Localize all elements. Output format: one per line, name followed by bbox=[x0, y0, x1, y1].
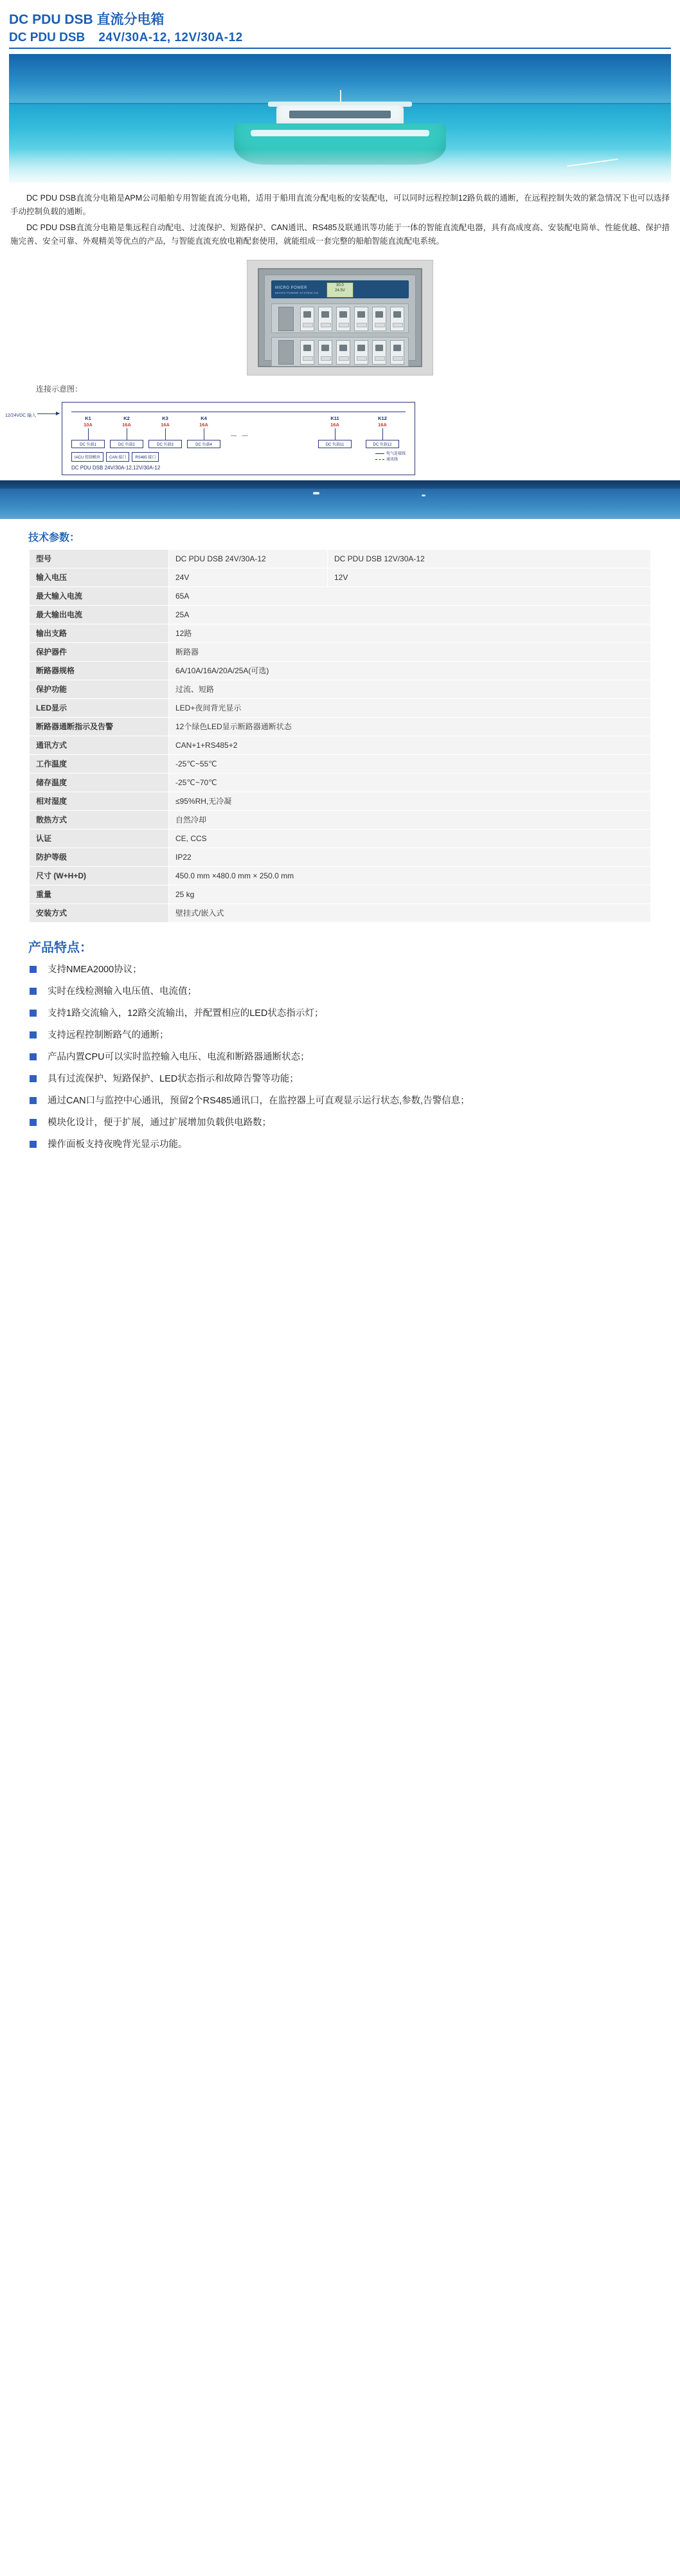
spec-label: 输入电压 bbox=[30, 568, 169, 587]
intro-section bbox=[0, 183, 680, 253]
spec-value-24v: 24V bbox=[169, 568, 328, 587]
branch-load-label: DC 负载12 bbox=[366, 440, 399, 448]
row-terminal-block bbox=[278, 340, 294, 365]
spec-label: 重量 bbox=[30, 885, 169, 904]
spec-label: 断路器通断指示及告警 bbox=[30, 718, 169, 736]
product-panel bbox=[264, 275, 416, 361]
table-row bbox=[30, 848, 651, 867]
table-row bbox=[30, 867, 651, 885]
table-row bbox=[30, 830, 651, 848]
branch-wire bbox=[382, 428, 383, 440]
table-row bbox=[30, 606, 651, 624]
branch-load-label: DC 负载1 bbox=[71, 440, 105, 448]
sea-band-boat-small bbox=[422, 494, 425, 496]
spec-label: 相对湿度 bbox=[30, 792, 169, 811]
subtitle-models: 24V/30A-12, 12V/30A-12 bbox=[98, 31, 243, 44]
breaker bbox=[318, 340, 332, 365]
diagram-branch bbox=[366, 415, 399, 448]
square-bullet-icon bbox=[30, 988, 37, 995]
branch-current: 16A bbox=[199, 422, 208, 428]
spec-label: 散热方式 bbox=[30, 811, 169, 830]
spec-value: 65A bbox=[169, 587, 651, 606]
spec-value: LED+夜间背光显示 bbox=[169, 699, 651, 718]
table-row bbox=[30, 662, 651, 680]
square-bullet-icon bbox=[30, 966, 37, 973]
diagram-input-label: 12/24VDC 输入 bbox=[5, 413, 37, 418]
spec-label: 最大输出电流 bbox=[30, 606, 169, 624]
hmi-screen-line1: 30.0 bbox=[336, 284, 344, 287]
diagram-branch bbox=[110, 415, 143, 448]
diagram-module-can: CAN 接口 bbox=[106, 452, 129, 462]
breaker bbox=[372, 307, 386, 331]
intro-paragraph-2: DC PDU DSB直流分电箱是集远程自动配电、过流保护、短路保护、CAN通讯、RS485及联通讯等功能于一体的智能直流配电器，具有高成度高、安装配电简单、性能优越、保护措施完善、安全可靠、外观精美等优点的产品，与智能直流充放电箱配套使用，就能组成一套完整的船舶智能直流配电系统。 bbox=[10, 223, 670, 246]
spec-label: 尺寸 (W+H+D) bbox=[30, 867, 169, 885]
spec-section-title: 技术参数： bbox=[28, 532, 80, 543]
spec-value: 6A/10A/16A/20A/25A(可选) bbox=[169, 662, 651, 680]
branch-current: 16A bbox=[330, 422, 339, 428]
hero-foam bbox=[9, 149, 671, 183]
spec-value: 450.0 mm ×480.0 mm × 250.0 mm bbox=[169, 867, 651, 885]
spec-value: 过流、短路 bbox=[169, 680, 651, 699]
spec-table-body bbox=[30, 550, 651, 923]
branch-breaker-id: K3 bbox=[162, 415, 168, 421]
diagram-legend bbox=[375, 451, 406, 463]
boat-mast bbox=[340, 90, 341, 102]
breaker bbox=[336, 307, 350, 331]
hero-photo bbox=[9, 54, 671, 183]
sea-band-boat bbox=[313, 492, 319, 494]
list-item bbox=[28, 1028, 654, 1043]
spec-value: CE, CCS bbox=[169, 830, 651, 848]
spec-value: 断路器 bbox=[169, 643, 651, 662]
diagram-branch bbox=[71, 415, 105, 448]
spec-label: 安装方式 bbox=[30, 904, 169, 923]
feature-text: 实时在线检测输入电压值、电流值； bbox=[48, 986, 197, 997]
spec-value: 壁挂式/嵌入式 bbox=[169, 904, 651, 923]
square-bullet-icon bbox=[30, 1031, 37, 1039]
spec-value: IP22 bbox=[169, 848, 651, 867]
breaker bbox=[390, 307, 404, 331]
spec-label: 储存温度 bbox=[30, 774, 169, 792]
feature-text: 模块化设计，便于扩展，通过扩展增加负载供电路数； bbox=[48, 1118, 271, 1128]
spec-label: 断路器规格 bbox=[30, 662, 169, 680]
square-bullet-icon bbox=[30, 1097, 37, 1104]
feature-text: 支持远程控制断路气的通断； bbox=[48, 1030, 169, 1040]
table-row bbox=[30, 904, 651, 923]
product-photo bbox=[247, 260, 433, 376]
square-bullet-icon bbox=[30, 1075, 37, 1082]
spec-table bbox=[29, 549, 651, 923]
branch-current: 16A bbox=[122, 422, 131, 428]
table-row bbox=[30, 774, 651, 792]
page-title: DC PDU DSB 直流分电箱 bbox=[9, 12, 165, 27]
sea-band-photo bbox=[0, 480, 680, 519]
feature-text: 支持NMEA2000协议； bbox=[48, 965, 142, 975]
list-item bbox=[28, 984, 654, 999]
list-item bbox=[28, 1137, 654, 1152]
branch-breaker-id: K1 bbox=[85, 415, 91, 421]
branch-breaker-id: K12 bbox=[378, 415, 387, 421]
spec-label: 保护器件 bbox=[30, 643, 169, 662]
branch-breaker-id: K11 bbox=[330, 415, 339, 421]
breaker-row-2 bbox=[271, 337, 409, 367]
spec-value: 自然冷却 bbox=[169, 811, 651, 830]
table-row bbox=[30, 568, 651, 587]
spec-value: 12路 bbox=[169, 624, 651, 643]
branch-wire bbox=[88, 428, 89, 440]
breaker bbox=[354, 307, 368, 331]
hmi-sub-label: MICRO POWER SYSTEM CO. bbox=[275, 291, 319, 295]
page-subtitle bbox=[9, 31, 671, 49]
spec-value-24v: DC PDU DSB 24V/30A-12 bbox=[169, 550, 328, 568]
square-bullet-icon bbox=[30, 1010, 37, 1017]
spec-label: 型号 bbox=[30, 550, 169, 568]
branch-load-label: DC 负载4 bbox=[187, 440, 220, 448]
breaker bbox=[336, 340, 350, 365]
diagram-module-rs485: RS485 接口 bbox=[132, 452, 159, 462]
diagram-module-iacu: IACU 控制模块 bbox=[71, 452, 103, 462]
spec-label: 工作温度 bbox=[30, 755, 169, 774]
feature-text: 具有过流保护、短路保护、LED状态指示和故障告警等功能； bbox=[48, 1074, 299, 1084]
square-bullet-icon bbox=[30, 1119, 37, 1126]
list-item bbox=[28, 1006, 654, 1021]
branch-breaker-id: K2 bbox=[123, 415, 130, 421]
list-item bbox=[28, 962, 654, 977]
breaker bbox=[372, 340, 386, 365]
hmi-screen bbox=[327, 282, 353, 298]
breaker-row-1 bbox=[271, 304, 409, 333]
spec-label: 保护功能 bbox=[30, 680, 169, 699]
spec-value: CAN+1+RS485+2 bbox=[169, 736, 651, 755]
table-row bbox=[30, 736, 651, 755]
breaker bbox=[300, 340, 314, 365]
table-row bbox=[30, 699, 651, 718]
legend-comm-line: 通讯线 bbox=[375, 457, 406, 463]
spec-value: ≤95%RH,无冷凝 bbox=[169, 792, 651, 811]
branch-current: 16A bbox=[378, 422, 387, 428]
document-header bbox=[0, 0, 680, 49]
branch-load-label: DC 负载2 bbox=[110, 440, 143, 448]
diagram-branch bbox=[318, 415, 352, 448]
hmi-brand-label: MICRO POWER bbox=[275, 286, 307, 290]
table-row bbox=[30, 792, 651, 811]
spec-label: 防护等级 bbox=[30, 848, 169, 867]
diagram-branch bbox=[187, 415, 220, 448]
branch-wire bbox=[335, 428, 336, 440]
spec-label: LED显示 bbox=[30, 699, 169, 718]
diagram-ellipsis: — — bbox=[231, 432, 250, 439]
breaker bbox=[390, 340, 404, 365]
hmi-screen-line2: 24.5V bbox=[335, 289, 345, 293]
branch-current: 10A bbox=[84, 422, 93, 428]
spec-value-12v: DC PDU DSB 12V/30A-12 bbox=[328, 550, 651, 568]
square-bullet-icon bbox=[30, 1141, 37, 1148]
diagram-frame bbox=[62, 402, 415, 475]
spec-label: 通讯方式 bbox=[30, 736, 169, 755]
spec-label: 最大输入电流 bbox=[30, 587, 169, 606]
spec-value: -25℃~70℃ bbox=[169, 774, 651, 792]
product-hmi bbox=[271, 280, 409, 298]
table-row bbox=[30, 885, 651, 904]
spec-value: -25℃~55℃ bbox=[169, 755, 651, 774]
table-row bbox=[30, 624, 651, 643]
diagram-input-arrow bbox=[37, 413, 59, 414]
list-item bbox=[28, 1071, 654, 1087]
diagram-caption: DC PDU DSB 24V/30A-12,12V/30A-12 bbox=[71, 465, 161, 471]
table-row bbox=[30, 680, 651, 699]
branch-load-label: DC 负载11 bbox=[318, 440, 352, 448]
table-row bbox=[30, 718, 651, 736]
features-list bbox=[0, 962, 680, 1174]
feature-text: 操作面板支持夜晚背光显示功能。 bbox=[48, 1139, 188, 1150]
table-row bbox=[30, 550, 651, 568]
table-row bbox=[30, 811, 651, 830]
sea-band-sky bbox=[0, 480, 680, 489]
subtitle-prefix: DC PDU DSB bbox=[9, 31, 85, 44]
list-item bbox=[28, 1049, 654, 1065]
diagram-branch bbox=[148, 415, 182, 448]
branch-wire bbox=[165, 428, 166, 440]
branch-load-label: DC 负载3 bbox=[148, 440, 182, 448]
row-terminal-block bbox=[278, 307, 294, 331]
breaker bbox=[300, 307, 314, 331]
feature-text: 通过CAN口与监控中心通讯，预留2个RS485通讯口，在监控器上可直观显示运行状态,参数,告警信息； bbox=[48, 1096, 470, 1106]
list-item bbox=[28, 1115, 654, 1130]
square-bullet-icon bbox=[30, 1053, 37, 1060]
spec-value: 25A bbox=[169, 606, 651, 624]
product-enclosure bbox=[258, 268, 422, 367]
branch-current: 16A bbox=[161, 422, 170, 428]
diagram-footer-modules bbox=[71, 452, 159, 462]
document-page bbox=[0, 0, 680, 1174]
breaker bbox=[318, 307, 332, 331]
connection-diagram bbox=[0, 398, 680, 480]
spec-label: 认证 bbox=[30, 830, 169, 848]
spec-value-12v: 12V bbox=[328, 568, 651, 587]
spec-value: 12个绿色LED显示断路器通断状态 bbox=[169, 718, 651, 736]
table-row bbox=[30, 643, 651, 662]
table-row bbox=[30, 587, 651, 606]
spec-label: 输出支路 bbox=[30, 624, 169, 643]
connection-diagram-label: 连接示意图： bbox=[36, 385, 83, 394]
branch-breaker-id: K4 bbox=[201, 415, 207, 421]
list-item bbox=[28, 1093, 654, 1109]
table-row bbox=[30, 755, 651, 774]
breaker bbox=[354, 340, 368, 365]
legend-power-line: 电气连接线 bbox=[375, 451, 406, 457]
intro-paragraph-1: DC PDU DSB直流分电箱是APM公司船舶专用智能直流分电箱，适用于船用直流分配电板的安装配电，可以同时远程控制12路负载的通断，在远程控制失效的紧急情况下也可以选择手动控制负载的通断。 bbox=[10, 194, 670, 216]
feature-text: 支持1路交流输入，12路交流输出，并配置相应的LED状态指示灯； bbox=[48, 1008, 324, 1019]
features-section-title: 产品特点： bbox=[28, 941, 93, 955]
spec-value: 25 kg bbox=[169, 885, 651, 904]
feature-text: 产品内置CPU可以实时监控输入电压、电流和断路器通断状态； bbox=[48, 1052, 310, 1062]
